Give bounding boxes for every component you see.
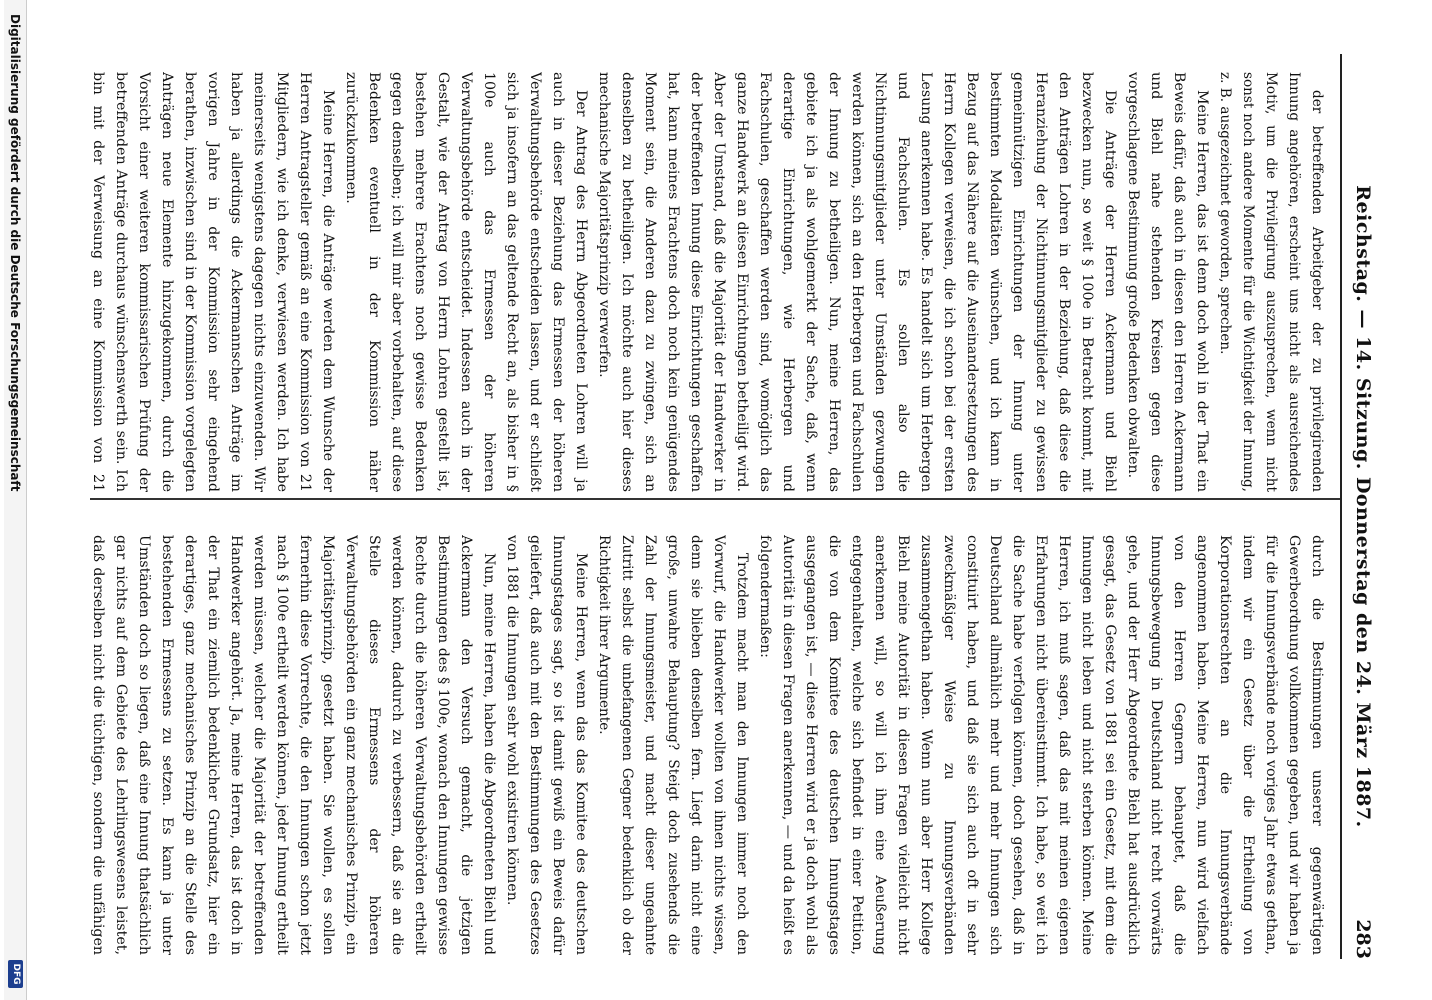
header-rule: [1340, 54, 1342, 959]
paragraph: Die Anträge der Herren Ackermann und Biehl bezwecken nun, so weit § 100e in Betracht kommt, mit den Anträgen Lohren in der Beziehung, daß diese die Heranziehung der Nichtinnungsmitglieder zu gewissen gemeinnützigen Einrichtungen der Innung unter bestimmten Modalitäten wünschen, und ich kann in Bezug auf das Nähere auf die Auseinandersetzungen des Herrn Kollegen verweisen, die ich schon bei der ersten Lesung anerkennen habe. Es handelt sich um Herbergen und Fachschulen. Es sollen also die Nichtinnungsmitglieder unter Umständen gezwungen werden können, sich an den Herbergen und Fachschulen der Innung zu betheiligen. Nun, meine Herren, das gebiete ich ja als wohlgemerkt der Sache, daß, wenn derartige Einrichtungen, wie Herbergen und Fachschulen, geschaffen werden sind, womöglich das ganze Handwerk an diesen Einrichtungen betheiligt wird. Aber der Umstand, daß die Majorität der Handwerker in der betreffenden Innung diese Einrichtungen geschaffen hat, kann meines Erachtens doch noch kein genügendes Moment sein, die Anderen dazu zu zwingen, sich an denselben zu betheiligen. Ich möchte auch hier dieses mechanische Majoritätsprinzip verwerfen.: [596, 72, 1118, 492]
paragraph: durch die Bestimmungen unserer gegenwärtigen Gewerbeordnung vollkommen gegeben, und wir haben ja für die Innungsverbände noch voriges Jahr etwas gethan, indem wir ein Gesetz über die Ertheilung von Korporationsrechten an die Innungsverbände angenommen haben. Meine Herren, nun wird vielfach von den Herren Gegnern behauptet, daß die Innungsbewegung in Deutschland nicht recht vorwärts gehe, und der Herr Abgeordnete Biehl hat ausdrücklich gesagt, das Gesetz von 1881 sei ein Gesetz, mit dem die Innungen nicht leben und nicht sterben können. Meine Herren, ich muß sagen, daß das mit meinen eigenen Erfahrungen nicht übereinstimmt. Ich habe, so weit ich die Sache habe verfolgen können, doch gesehen, daß in Deutschland allmählich mehr und mehr Innungen sich constituirt haben, und daß sie sich auch oft in sehr zweckmäßiger Weise zu Innungsverbänden zusammengethan haben. Wenn nun aber Herr Kollege Biehl meine Autorität in diesen Fragen vielleicht nicht anerkennen will, so will ich ihm eine Aeußerung entgegenhalten, welche sich befindet in einer Petition, die von dem Komitee des deutschen Innungstages ausgegangen ist, — diese Herren wird er ja doch wohl als Autorität in diesen Fragen anerkennen, — und da heißt es folgendermaßen:: [757, 535, 1325, 955]
paragraph: Meine Herren, die Anträge werden dem Wunsche der Herren Antragsteller gemäß an eine Kommission von 21 Mitgliedern, wie ich denke, verwiesen werden. Ich habe meinerseits wenigstens dagegen nichts einzuwenden. Wir haben ja allerdings die Ackermannschen Anträge im vorigen Jahre in der Kommission sehr eingehend berathen, inzwischen sind in der Kommission vorgelegten Anträgen neue Elemente hinzugekommen, durch die Vorsicht einer weiteren kommissarischen Prüfung der betreffenden Anträge durchaus wünschenswerth sein. Ich bin mit der Verweisung an eine Kommission von 21: [90, 72, 336, 492]
header-title: Reichstag. — 14. Sitzung. Donnerstag den 24. März 1887.: [1352, 185, 1374, 828]
paragraph: Nun, meine Herren, haben die Abgeordneten Biehl und Ackermann den Versuch gemacht, die jetzigen Bestimmungen des § 100e, wonach den Innungen gewisse Rechte durch die höheren Verwaltungsbehörden ertheilt werden können, dadurch zu verbessern, daß sie an die Stelle dieses Ermessens der höheren Verwaltungsbehörden ein ganz mechanisches Prinzip, ein Majoritätsprinzip, gesetzt haben. Sie wollen, es sollen fernerhin diese Vorrechte, die den Innungen schon jetzt nach § 100e ertheilt werden können, jeder Innung ertheilt werden müssen, welcher die Majorität der betreffenden Handwerker angehört. Ja, meine Herren, das ist doch in der That ein ziemlich bedenklicher Grundsatz, hier ein derartiges, ganz mechanisches Prinzip an die Stelle des bestehenden Ermessens zu setzen. Es kann ja unter Umständen doch so liegen, daß eine Innung thatsächlich gar nichts auf dem Gebiete des Lehrlingswesens leistet, daß derselben nicht die tüchtigen, sondern die unfähigen: [90, 535, 497, 955]
dfg-logo-icon: DFG: [8, 960, 23, 988]
column-divider: [90, 498, 1340, 500]
page-number: 283: [1352, 919, 1374, 959]
paragraph: Der Antrag des Herrn Abgeordneten Lohren will ja auch in dieser Beziehung das Ermessen der höheren Verwaltungsbehörde entscheiden lassen, und er schließt sich ja insofern an das geltende Recht an, als bisher in § 100e auch das Ermessen der höheren Verwaltungsbehörde entscheidet. Indessen auch in der Gestalt, wie der Antrag von Herrn Lohren gestellt ist, bestehen mehrere Erachtens noch gewisse Bedenken gegen denselben; ich will mir aber vorbehalten, auf diese Bedenken eventuell in der Kommission näher zurückzukommen.: [343, 72, 589, 492]
paragraph: Meine Herren, wenn das das Komitee des deutschen Innungstages sagt, so ist damit gewiß ein Beweis dafür geliefert, daß auch mit den Bestimmungen des Gesetzes von 1881 die Innungen sehr wohl existiren können.: [504, 535, 589, 955]
quote-continuation: der betreffenden Arbeitgeber der zu privilegirenden Innung angehören, erscheint uns nicht als ausreichendes Motiv, um die Privilegirung auszusprechen, wenn nicht sonst noch andere Momente für die Wichtigkeit der Innung, z. B. ausgezeichnet geworden, sprechen.: [1217, 72, 1325, 492]
page-header: [1348, 54, 1374, 959]
digitization-credit: [4, 0, 27, 1000]
credit-text: Digitalisierung gefördert durch die Deutsche Forschungsgemeinschaft: [8, 14, 22, 492]
paragraph: Meine Herren, das ist denn doch wohl in der That ein Beweis dafür, daß auch in diesen den Herren Ackermann und Biehl nahe stehenden Kreisen gegen diese vorgeschlagene Bestimmung große Bedenken obwalten.: [1125, 72, 1210, 492]
right-column: [88, 72, 1328, 492]
quote: Trotzdem macht man den Innungen immer noch den Vorwurf, die Handwerker wollten von ihnen nichts wissen, denn sie blieben denselben fern. Liegt darin nicht eine große, unwahre Behauptung? Steigt doch zusehends die Zahl der Innungsmeister, und macht dieser ungeahnte Zutritt selbst die unbefangenen Gegner bedenklich ob der Richtigkeit ihrer Argumente.: [596, 535, 750, 955]
left-column: [88, 535, 1328, 955]
